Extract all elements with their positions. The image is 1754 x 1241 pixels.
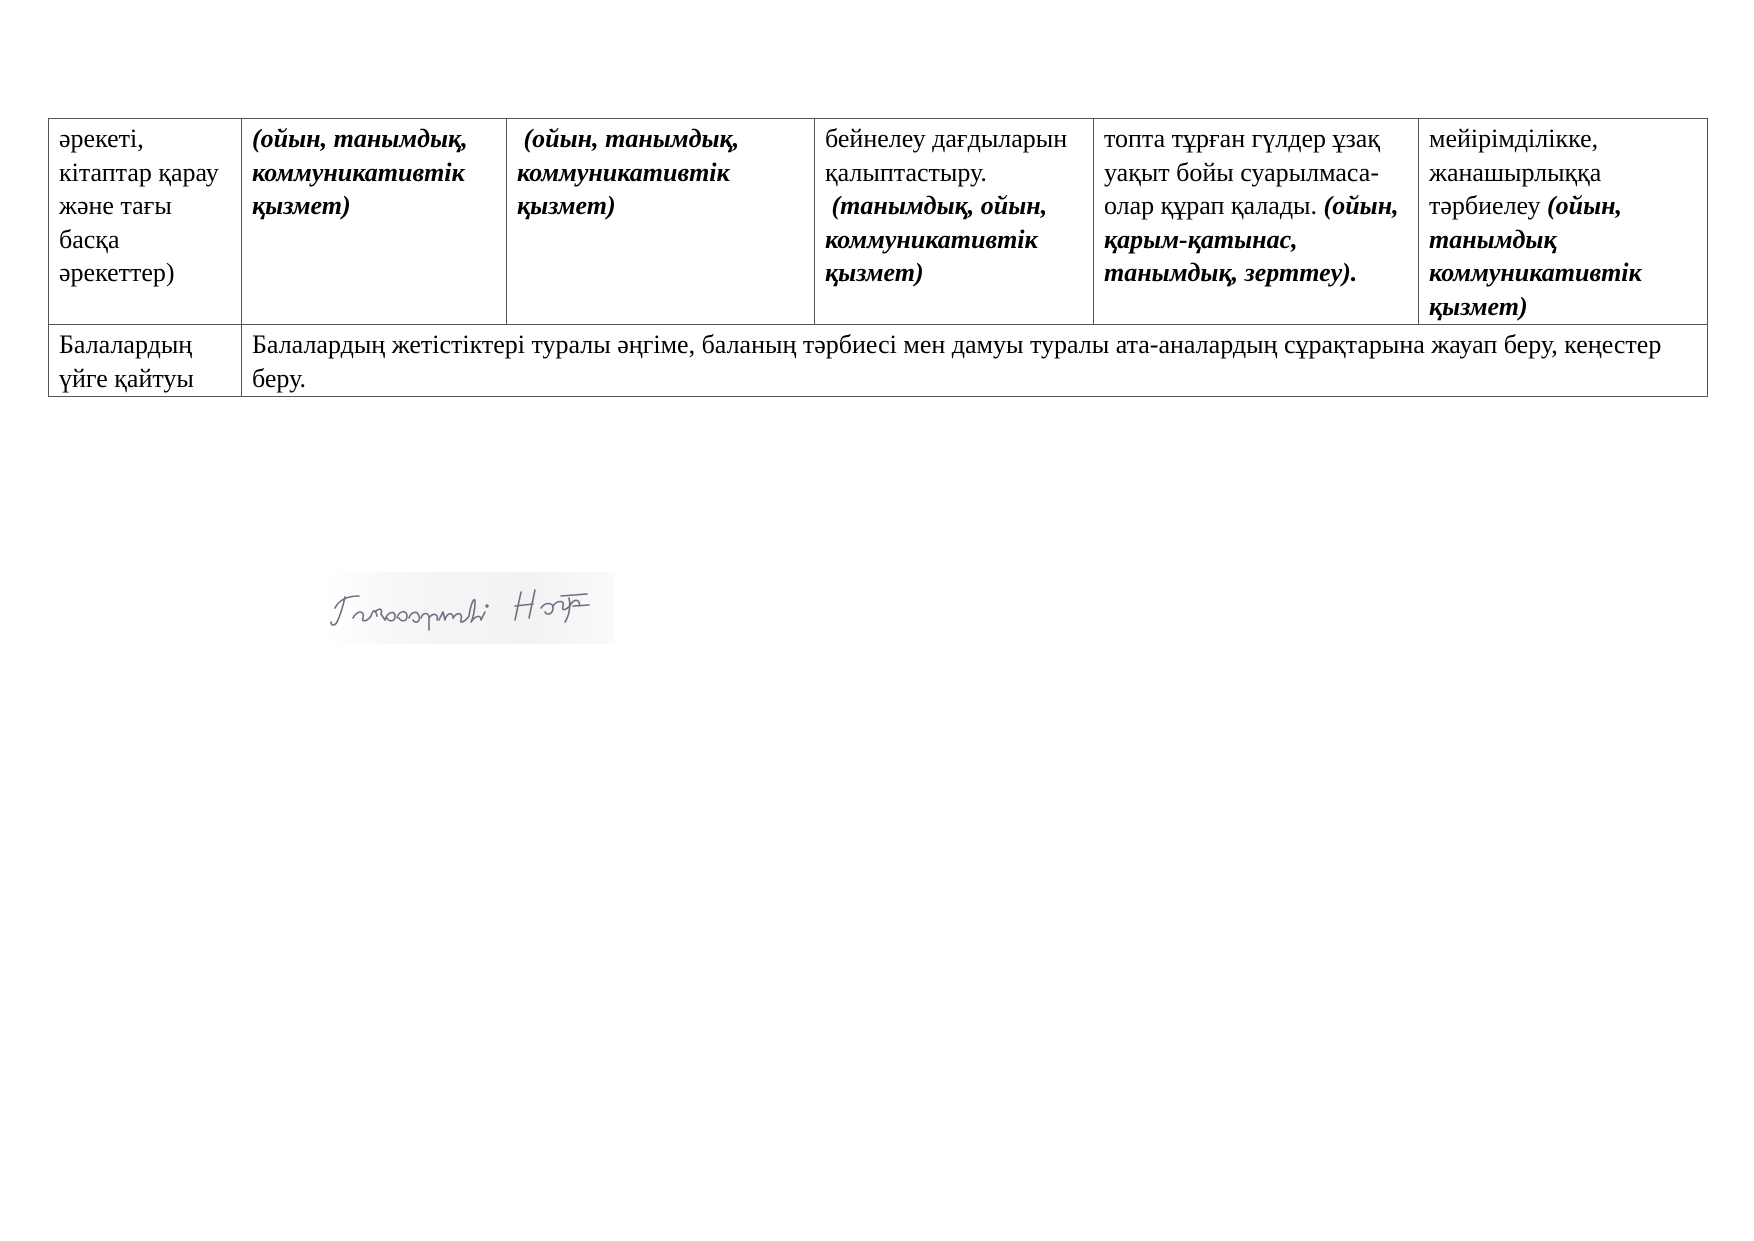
table-cell <box>815 119 1094 325</box>
activity-description: бейнелеу дағдыларын қалыптастыру. <box>825 124 1068 187</box>
row-label-going-home: Балалардың үйге қайтуы <box>59 330 194 393</box>
table-cell <box>242 325 1708 397</box>
table-row <box>49 325 1708 397</box>
table-cell <box>1419 119 1708 325</box>
activity-type-note: (ойын, танымдық коммуникативтік қызмет) <box>1429 191 1642 321</box>
table-cell <box>1094 119 1419 325</box>
table-cell <box>242 119 507 325</box>
activity-label-continued: әрекеті, кітаптар қарау және тағы басқа әрекеттер) <box>59 124 219 287</box>
going-home-description: Балалардың жетістіктері туралы әңгіме, баланың тәрбиесі мен дамуы туралы ата-аналардың сұрақтарына жауап беру, кеңестер беру. <box>252 330 1662 393</box>
signature-scribble <box>325 572 615 644</box>
table-cell <box>49 325 242 397</box>
activity-type-note: (ойын, қарым-қатынас, танымдық, зерттеу). <box>1104 191 1399 287</box>
activity-type-note: (ойын, танымдық, коммуникативтік қызмет) <box>517 124 746 220</box>
table-cell <box>507 119 815 325</box>
table-row <box>49 119 1708 325</box>
table-cell <box>49 119 242 325</box>
activity-type-note: (ойын, танымдық, коммуникативтік қызмет) <box>252 124 468 220</box>
activity-description: мейірімділікке, жанашырлыққа тәрбиелеу <box>1429 124 1602 220</box>
activity-description: топта тұрған гүлдер ұзақ уақыт бойы суарылмаса-олар құрап қалады. <box>1104 124 1380 220</box>
schedule-table <box>48 118 1708 397</box>
handwritten-signature <box>325 572 615 644</box>
activity-type-note: (танымдық, ойын, коммуникативтік қызмет) <box>825 191 1054 287</box>
